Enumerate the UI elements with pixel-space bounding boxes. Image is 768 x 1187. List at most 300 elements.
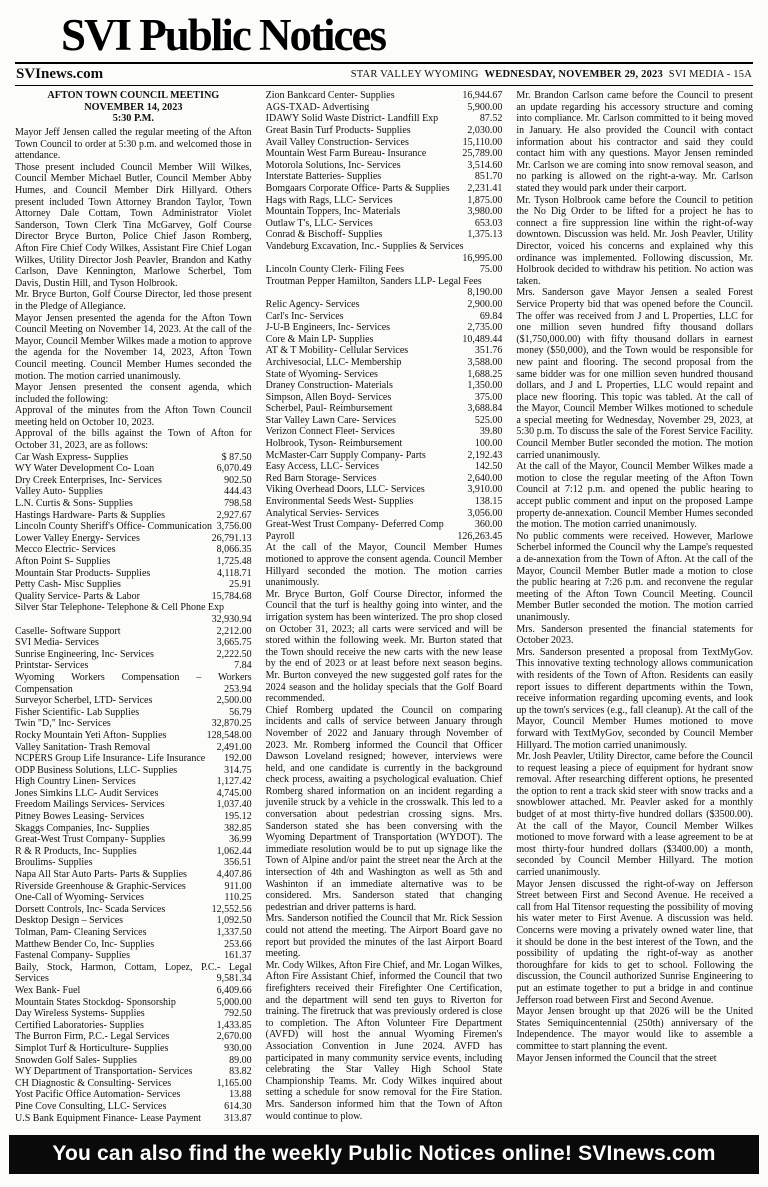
bill-payee: One-Call of Wyoming- Services [15,892,144,904]
bill-amount: 6,070.49 [216,463,252,475]
bill-payee: Pitney Bowes Leasing- Services [15,811,145,823]
bill-row [15,556,252,568]
bill-payee: J-U-B Engineers, Inc- Services [265,322,391,334]
bill-amount: 142.50 [474,461,503,473]
bill-payee: The Burron Firm, P.C.- Legal Services [15,1031,170,1043]
bill-row [266,438,503,450]
bill-row [15,637,252,649]
bill-amount: 5,000.00 [216,996,252,1008]
paragraph: Mr. Bryce Burton, Golf Course Director, informed the Council that the turf is healthy going into winter, and the irrigation system has been winterized. The pro shop closed on October 31, 2023; all carts were serviced and will be stored within the following week. Mr. Burton stated that the Town should receive the new carts with the new lease by the end of 2023 or at least before next season begins. Mr. Burton conveyed the new suggested golf rates for the 2024 season and the holiday specials that the Golf Board recommended. [265,588,503,705]
bill-payee: WY Water Development Co- Loan [15,463,155,475]
bill-row [15,881,252,893]
bill-payee: Freedom Mailings Services- Services [15,799,165,811]
bill-amount: 3,688.84 [467,403,503,415]
bill-row [266,206,503,218]
bill-payee: Scherbel, Paul- Reimbursement [265,403,393,415]
bill-row [266,137,503,149]
bill-amount: 1,433.85 [216,1019,252,1031]
bill-row [266,496,503,508]
bill-row [266,450,503,462]
bill-payee: Petty Cash- Misc Supplies [15,579,121,591]
bill-row [266,311,503,323]
bill-payee: Motorola Solutions, Inc- Services [265,159,401,171]
bill-row [266,113,503,125]
bill-row [266,229,503,241]
bill-row [266,392,503,404]
bill-row [15,591,252,603]
bill-row [15,811,252,823]
bill-amount: 3,980.00 [467,206,503,218]
bill-row [15,510,252,522]
bill-amount: 911.00 [224,880,252,892]
bill-amount: 2,927.67 [216,509,252,521]
bill-payee: Relic Agency- Services [265,298,360,310]
bill-row [15,776,252,788]
paragraph: Approval of the minutes from the Afton Town Council meeting held on October 10, 2023. [15,405,252,428]
bill-payee: Red Barn Storage- Services [265,472,377,484]
bill-amount: 2,192.43 [467,449,503,461]
bill-row [266,403,503,415]
bill-payee: Vandeburg Excavation, Inc.- Supplies & Services [265,240,464,252]
bill-payee: Great Basin Turf Products- Supplies [265,125,411,137]
bill-row [15,1055,252,1067]
bill-row [15,846,252,858]
bill-amount: 7.84 [234,660,252,672]
bill-row [15,533,252,545]
bill-amount: 3,588.00 [467,356,503,368]
bill-payee: R & R Products, Inc- Supplies [15,845,137,857]
article-heading [15,90,252,125]
bill-payee: Interstate Batteries- Supplies [265,171,382,183]
bill-row [15,672,252,695]
bill-amount: 2,735.00 [467,322,503,334]
bill-payee: Dry Creek Enterprises, Inc- Services [15,474,162,486]
bill-amount: 2,640.00 [467,472,503,484]
bill-row [15,869,252,881]
paragraph: Mrs. Sanderson gave Mayor Jensen a sealed Forest Service Property bid that was opened before the Council. The offer was received from J and L Properties, LLC for one million seven hundred fifty thousand dollars ($1,750,000.00) with fifty thousand dollars in earnest money ($50,000), and the Town would be responsible for new paint and flooring. The second proposal from the same bidder was for one million seven hundred thousand dollars, and J and L Properties, LLC would repaint and place new flooring. This topic was tabled. At the call of the Mayor, Council Member Wilkes motioned to schedule a special meeting for Wednesday, November 29, 2023, at 5:30 p.m. To discuss the sale of the Forest Service Facility. Council Member Butler seconded the motion. The motion carried unanimously. [516,287,753,461]
bill-payee: Matthew Bender Co, Inc- Supplies [15,938,155,950]
bill-payee: Surveyor Scherbel, LTD- Services [15,695,153,707]
bill-payee: Verizon Connect Fleet- Services [265,426,395,438]
bill-amount: 930.00 [224,1042,252,1054]
bill-amount: 126,263.45 [457,530,503,542]
bill-payee: Skaggs Companies, Inc- Supplies [15,822,150,834]
bill-payee: Jones Simkins LLC- Audit Services [15,787,159,799]
bill-amount: 360.00 [474,519,503,531]
bill-payee: WY Department of Transportation- Services [15,1066,193,1078]
bill-payee: Fastenal Company- Supplies [15,950,130,962]
bill-amount: 1,688.25 [467,368,503,380]
bill-row [15,915,252,927]
bill-payee: IDAWY Solid Waste District- Landfill Exp [265,113,439,125]
paragraph: Mr. Cody Wilkes, Afton Fire Chief, and Mr. Logan Wilkes, Afton Fire Assistant Chief, informed the Council that two firefighters received their Firefighter One Certification, and the department will send ten guys to Riverton for training. The firetruck that was previously ordered is close to completion. The Afton Volunteer Fire Department (AVFD) will host the annual Wyoming Firemen's Association Convention in June 2024. AVFD has participated in many community service events, including celebrating the Star Valley High School State Championship Teams. Mr. Cody Wilkes inquired about setting a schedule for snow removal for the Fire Station. Mrs. Sanderson informed him that the Town of Afton would continue to plow. [265,959,503,1122]
bill-amount: 3,056.00 [467,507,503,519]
bill-payee: Conrad & Bischoff- Supplies [265,229,383,241]
bill-row [15,1078,252,1090]
bill-row [15,997,252,1009]
bill-amount: 32,870.25 [211,718,252,730]
bill-payee: NCPERS Group Life Insurance- Life Insurance [15,753,206,765]
bill-payee: CH Diagnostic & Consulting- Services [15,1077,172,1089]
bill-amount: 195.12 [224,811,252,823]
bill-row [266,276,503,299]
bill-amount: 3,665.75 [216,637,252,649]
bill-payee: Sunrise Engineering, Inc- Services [15,648,154,660]
bill-row [15,718,252,730]
paragraph: Those present included Council Member Will Wilkes, Council Member Michael Butler, Council Member Abby Humes, and Council Member Dirk Hillyard. Others present included Town Attorney Brandon Taylor, Town Attorney Dale Cottam, Town Administrator Violet Sanderson, Town Clerk Tina McGarvey, Golf Course Director Bryce Burton, Police Chief Jason Romberg, Afton Fire Chief Cody Wilkes, Assistant Fire Chief Logan Wilkes, Utility Director Josh Peavler, Brandon and Kathy Carlson, Dave Kennington, Marlowe Scherbel, Tom Davis, Dustin Hill, and Tyson Holbrook. [15,161,252,289]
bill-payee: Great-West Trust Company- Deferred Comp [265,519,444,531]
bill-row [15,753,252,765]
bill-amount: 4,118.71 [217,567,252,579]
bill-amount: 1,337.50 [216,927,252,938]
bill-amount: 2,231.41 [467,183,503,194]
page-title: SVI Public Notices [61,10,385,60]
bill-amount: 26,791.13 [211,532,252,544]
bill-row [15,1113,252,1125]
bill-amount: 128,548.00 [206,729,252,741]
bill-row [15,486,252,498]
bill-payee: Hags with Rags, LLC- Services [265,194,393,206]
paragraph: Approval of the bills against the Town of Afton for October 31, 2023, are as follows: [15,428,252,452]
bill-payee: Afton Point S- Supplies [15,556,111,567]
bill-payee: Archivesocial, LLC- Membership [265,356,402,368]
bill-payee: Day Wireless Systems- Supplies [15,1008,145,1020]
bill-payee: Silver Star Telephone- Telephone & Cell Phone Exp [15,602,225,614]
bill-payee: Mountain Star Products- Supplies [15,567,151,579]
bill-payee: Star Valley Lawn Care- Services [265,414,396,426]
bill-row [15,1089,252,1101]
bill-row [15,985,252,997]
paragraph: At the call of the Mayor, Council Member Wilkes made a motion to close the regular meeting of the Afton Town Council at 7:12 p.m. and opened the public hearing to accept public comment and input on the proposed Lampe property de-annexation. Council Member Humes seconded the motion. The motion carried unanimously. [516,461,753,531]
bill-row [266,415,503,427]
edition-text: SVI MEDIA - 15A [668,69,752,81]
paragraph: Mayor Jensen informed the Council that the street [516,1052,717,1064]
paragraph: Mayor Jensen presented the agenda for the Afton Town Council Meeting on November 14, 2023. At the call of the Mayor, Council Member Wilkes made a motion to approve the agenda for the November 14, 2023, Afton Town Council meeting. Council Member Humes seconded the motion. The motion carried unanimously. [15,312,252,382]
bill-amount: 1,165.00 [216,1077,252,1089]
bill-amount: 13.88 [229,1089,252,1101]
bill-amount: 5,900.00 [467,101,503,113]
bill-row [266,357,503,369]
paragraph: Mr. Brandon Carlson came before the Council to present an update regarding his accessory structure and coming into compliance. Mr. Carlson committed to it being moved in January. He also provided the Council with contact information about his contractor and said they could contact him with any questions. Mayor Jensen reminded Mr. Carlson we are coming into snow removal season, and no parking is allowed on the right-a-way. Mr. Carlson stated they would park under their carport. [516,90,753,194]
bill-amount: 89.00 [229,1054,252,1066]
bill-payee: AT & T Mobility- Cellular Services [265,345,409,357]
bill-amount: 4,407.86 [216,869,252,881]
bill-row [15,568,252,580]
bill-payee: AGS-TXAD- Advertising [265,101,370,113]
bill-payee: Mountain States Stockdog- Sponsorship [15,996,176,1008]
bill-payee: Bomgaars Corporate Office- Parts & Supplies [265,183,450,194]
bill-row [15,730,252,742]
bill-amount: 87.52 [479,113,503,125]
bill-amount: 314.75 [224,764,252,776]
bill-amount: 1,062.44 [216,845,252,857]
paragraph: Mr. Josh Peavler, Utility Director, came before the Council to request leasing a piece of equipment for hydrant snow removal. After researching different options, he presented the option to rent a track skid steer with snow tracks and a snowblower attached. Mr. Peavler asked for a monthly budget of at most thirty-five hundred dollars ($3500.00). At the call of the Mayor, Council Member Wilkes motioned to move forward with a lease agreement to be at most thirty-four hundred dollars ($3400.00) a month, seconded by Council Member Hillyard. The motion carried unanimously. [516,751,753,879]
bill-row [266,183,503,195]
bill-amount: 110.25 [224,892,252,904]
bill-amount: 313.87 [224,1112,252,1124]
bill-amount: 138.15 [474,496,503,508]
bill-amount: 253.66 [224,938,252,950]
bill-payee: Valley Auto- Supplies [15,486,103,498]
bill-payee: Fisher Scientific- Lab Supplies [15,706,140,718]
bill-amount: 2,670.00 [216,1031,252,1043]
bill-payee: Lincoln County Clerk- Filing Fees [265,264,404,276]
bill-row [266,380,503,392]
paragraph: No public comments were received. However, Marlowe Scherbel informed the Council why the Lampe's requested a de-annexation from the Town of Afton. At the call of the Mayor, Council Member Butler made a motion to close the public hearing at 7:26 p.m. and reconvene the regular meeting of the Afton Town Council Meeting. Council Member Butler seconded the motion. The motion carried unanimously. [516,530,753,623]
bill-amount: 2,212.00 [216,625,252,637]
bill-row [15,939,252,951]
paragraph: Mr. Tyson Holbrook came before the Council to petition the No Dig Order to be lifted for a project he has to connect a fire suppression line within the right-of-way downtown. Discussion was held. Mr. Josh Peavler, Utility Director, voiced his concerns and explained why this ordinance was implemented. Following discussion, Mr. Holbrook decided to withdraw his petition. No action was taken. [516,194,753,287]
bill-row [15,626,252,638]
bill-payee: Snowden Golf Sales- Supplies [15,1054,137,1066]
bill-row [15,544,252,556]
paragraph: Mr. Bryce Burton, Golf Course Director, led those present in the Pledge of Allegiance. [15,289,252,312]
paragraph: Mayor Jensen presented the consent agenda, which included the following: [15,382,252,405]
bill-row [15,1031,252,1043]
bill-payee: Pine Cove Consulting, LLC- Services [15,1100,167,1112]
bill-payee: Valley Sanitation- Trash Removal [15,741,151,753]
bill-payee: Caselle- Software Support [15,625,121,637]
bill-amount: 444.43 [224,486,252,498]
heading-line: 5:30 P.M. [112,113,154,125]
bill-amount: 653.03 [474,217,503,229]
bill-payee: SVI Media- Services [15,637,99,649]
bill-row [15,742,252,754]
bill-row [15,695,252,707]
location-text: STAR VALLEY WYOMING [350,69,479,81]
bill-row [15,707,252,719]
bill-amount: 614.30 [224,1100,252,1112]
bill-payee: L.N. Curtis & Sons- Supplies [15,498,133,510]
heading-line: NOVEMBER 14, 2023 [84,101,183,113]
bill-payee: Quality Service- Parts & Labor [15,590,140,602]
bill-payee: Easy Access, LLC- Services [265,461,379,473]
bill-row [15,950,252,962]
bill-row [15,857,252,869]
bill-amount: 3,514.60 [467,159,503,171]
bill-amount: 8,066.35 [216,544,252,556]
bill-amount: 1,350.00 [467,380,503,392]
bill-row [266,171,503,183]
bill-row [266,345,503,357]
date-text: WEDNESDAY, NOVEMBER 29, 2023 [484,69,663,81]
bill-row [15,463,252,475]
publication-info [351,69,752,80]
bill-amount: 525.00 [474,414,503,426]
bill-amount: 1,092.50 [216,915,252,927]
bill-row [15,904,252,916]
bill-amount: 798.58 [224,498,252,510]
bill-amount: 2,491.00 [216,741,252,753]
bill-payee: Wyoming Workers Compensation – Workers Compensation [15,671,252,695]
bill-row [15,823,252,835]
bill-row [266,195,503,207]
bill-row [266,369,503,381]
bill-row [15,892,252,904]
subheader [15,62,753,86]
bill-payee: Twin "D," Inc- Services [15,718,111,730]
paragraph: Mayor Jeff Jensen called the regular meeting of the Afton Town Council to order at 5:30 p.m. and welcomed those in attendance. [15,127,252,162]
bill-payee: Mecco Electric- Services [15,544,116,556]
paragraph: Mrs. Sanderson presented the financial statements for October 2023. [516,623,753,647]
paragraph: Chief Romberg updated the Council on comparing incidents and calls of service between January through November of 2022 and January through November of 2023. Mr. Romberg informed the Council that Officer Dawson Loveland resigned; however, interviews were held, and one candidate is currently in the background check process, awaiting a psychological evaluation. Chief Romberg shared information on an incident regarding a juvenile struck by a vehicle in the crosswalk. This led to a conversation about pedestrian crossing signs. Mrs. Sanderson stated she has been conversing with the Wyoming Department of Transportation (WYDOT). The immediate resolution would be to put up signage like the Town of Alpine and/or paint the street near the Arch at the intersection of 4th and Washington as well as 5th and Washinton if an immediate alternative was to be considered. Mrs. Sanderson stated that changing pedestrian and driver patterns is hard. [265,704,503,913]
bill-amount: 36.99 [229,834,252,846]
bill-amount: 25.91 [229,579,252,591]
bill-amount: 1,375.13 [467,229,503,241]
bill-row [266,102,503,114]
bill-payee: Mountain West Farm Bureau- Insurance [265,148,427,160]
bill-payee: State of Wyoming- Services [265,368,378,380]
bill-row [266,299,503,311]
bill-amount: 902.50 [224,474,252,486]
bill-row [15,927,252,939]
bill-amount: 1,725.48 [216,556,252,567]
bill-amount: 2,222.50 [216,648,252,660]
bill-row [15,521,252,533]
bill-payee: Napa All Star Auto Parts- Parts & Supplies [15,869,187,881]
bill-payee: Hastings Hardware- Parts & Supplies [15,509,165,521]
bill-amount: $ 87.50 [221,451,252,463]
bill-amount: 792.50 [224,1008,252,1020]
bill-amount: 25,789.00 [462,148,503,160]
bill-row [15,1020,252,1032]
bill-amount: 161.37 [224,950,252,962]
bill-row [266,334,503,346]
bill-amount: 8,190.00 [467,287,503,299]
article-body [15,90,753,1126]
bill-payee: Avail Valley Construction- Services [265,136,409,148]
bill-payee: U.S Bank Equipment Finance- Lease Payment [15,1112,202,1124]
bill-payee: Analytical Servies- Services [265,507,379,519]
paragraph: Mrs. Sanderson notified the Council that Mr. Rick Session could not attend the meeting. The Airport Board gave no report but provided the minutes of the last Airport Board meeting. [265,913,503,960]
website-text: SVInews.com [16,66,104,83]
bill-payee: Payroll [265,530,295,542]
bill-row [266,531,503,543]
bill-payee: Carl's Inc- Services [265,310,344,322]
paragraph: Mayor Jensen discussed the right-of-way on Jefferson Street between First and Second Avenue. He received a call from Hal Titensor requesting the possibility of moving his water meter to First Avenue. A discussion was held. Concerns were moving a privately owned water line, that it should be done in the best interest of the Town, and the possibility of updating the right-of-way as another thoroughfare for kids to get to school. Following the discussion, the Council authorized Sunrise Engineering to put an estimate together to put a bridge in and continue Jefferson road between First and Second Avenue. [516,878,753,1006]
bill-amount: 375.00 [474,391,503,403]
bill-row [266,461,503,473]
bill-amount: 1,037.40 [216,799,252,811]
bill-amount: 16,944.67 [462,90,503,102]
bill-amount: 192.00 [224,753,252,765]
footer-text: You can also find the weekly Public Notices online! SVInews.com [52,1142,716,1166]
bill-amount: 9,581.34 [216,973,252,985]
bill-amount: 253.94 [224,683,252,695]
bill-amount: 32,930.94 [211,613,252,625]
bill-payee: McMaster-Carr Supply Company- Parts [265,449,426,461]
bill-payee: Viking Overhead Doors, LLC- Services [265,484,425,496]
bill-amount: 3,910.00 [467,484,503,496]
bill-payee: Desktop Design – Services [15,915,124,927]
bill-row [15,765,252,777]
bill-payee: Yost Pacific Office Automation- Services [15,1089,181,1101]
bill-amount: 15,784.68 [211,590,252,602]
bill-row [15,452,252,464]
bill-row [15,788,252,800]
bill-row [15,475,252,487]
bill-payee: Environmental Seeds West- Supplies [265,496,414,508]
bill-row [15,799,252,811]
bill-row [15,649,252,661]
paragraph: Mayor Jensen brought up that 2026 will be the United States Semiquincentennial (250th) anniversary of the Independence. The mayor would like to assemble a committee to start planning the event. [516,1006,753,1052]
bill-amount: 6,409.66 [216,984,252,996]
bill-amount: 351.76 [474,345,503,357]
bill-amount: 1,127.42 [216,776,252,788]
bill-payee: Lower Valley Energy- Services [15,532,140,544]
bill-payee: Troutman Pepper Hamilton, Sanders LLP- Legal Fees [265,275,482,287]
bill-payee: Broulims- Supplies [15,857,93,869]
bill-row [15,1101,252,1113]
bill-payee: Car Wash Express- Supplies [15,451,129,463]
masthead [15,0,753,62]
bill-payee: ODP Business Solutions, LLC- Supplies [15,764,178,776]
bill-row [15,498,252,510]
bill-row [15,1066,252,1078]
bill-amount: 100.00 [474,438,503,450]
bill-payee: Zion Bankcard Center- Supplies [265,90,395,102]
bill-row [266,264,503,276]
bill-row [266,519,503,531]
bill-amount: 2,900.00 [467,298,503,310]
bill-payee: Core & Main LP- Supplies [265,333,374,345]
heading-line: AFTON TOWN COUNCIL MEETING [47,90,220,102]
bill-amount: 356.51 [224,857,252,869]
bill-row [15,602,252,625]
paragraph: Mrs. Sanderson presented a proposal from TextMyGov. This innovative texting technology allows communication with residents of the Town of Afton. Residents can easily report issues to different departments within the Town, receive information regarding upcoming events, and look up the town's services (e.g., fall cleanup). At the call of the Mayor, Council Member Humes motioned to move forward with TextMyGov, seconded by Council Member Hillyard. The motion carried unanimously. [516,646,753,751]
bill-amount: 382.85 [224,822,252,834]
bill-row [266,322,503,334]
bill-payee: Mountain Toppers, Inc- Materials [265,206,401,218]
bill-row [266,90,503,102]
bill-amount: 75.00 [479,264,503,276]
bill-amount: 851.70 [474,171,503,183]
bill-amount: 1,875.00 [467,194,503,206]
bill-row [266,148,503,160]
bill-amount: 12,552.56 [211,903,252,915]
bill-row [15,1043,252,1055]
paragraph: At the call of the Mayor, Council Member Humes motioned to approve the consent agenda. Council Member Hillyard seconded the motion. The motion carries unanimously. [265,542,503,589]
bill-row [266,160,503,172]
bill-amount: 56.79 [229,706,252,718]
bill-row [266,473,503,485]
bill-payee: Dorsett Controls, Inc- Scada Services [15,903,166,915]
bill-amount: 39.80 [479,426,503,438]
intro-paragraphs [15,127,252,452]
bill-payee: Printstar- Services [15,660,89,672]
bill-payee: Tolman, Pam- Cleaning Services [15,927,147,938]
bill-amount: 15,110.00 [462,136,503,148]
bill-row [266,241,503,264]
bill-amount: 2,030.00 [467,125,503,137]
bill-amount: 4,745.00 [216,787,252,799]
bill-amount: 2,500.00 [216,695,252,707]
bill-amount: 16,995.00 [462,252,503,264]
bill-amount: 3,756.00 [216,521,252,533]
bill-row [15,962,252,985]
bill-payee: Rocky Mountain Yeti Afton- Supplies [15,729,167,741]
bill-payee: Draney Construction- Materials [265,380,393,392]
bill-payee: Simpson, Allen Boyd- Services [265,391,392,403]
bill-row [15,579,252,591]
bill-amount: 83.82 [229,1066,252,1078]
bill-payee: Wex Bank- Fuel [15,984,81,996]
bill-amount: 10,489.44 [462,333,503,345]
bill-row [266,125,503,137]
bill-payee: Simplot Turf & Horticulture- Supplies [15,1042,169,1054]
bill-payee: Riverside Greenhouse & Graphic-Services [15,880,186,892]
bill-payee: Great-West Trust Company- Supplies [15,834,166,846]
